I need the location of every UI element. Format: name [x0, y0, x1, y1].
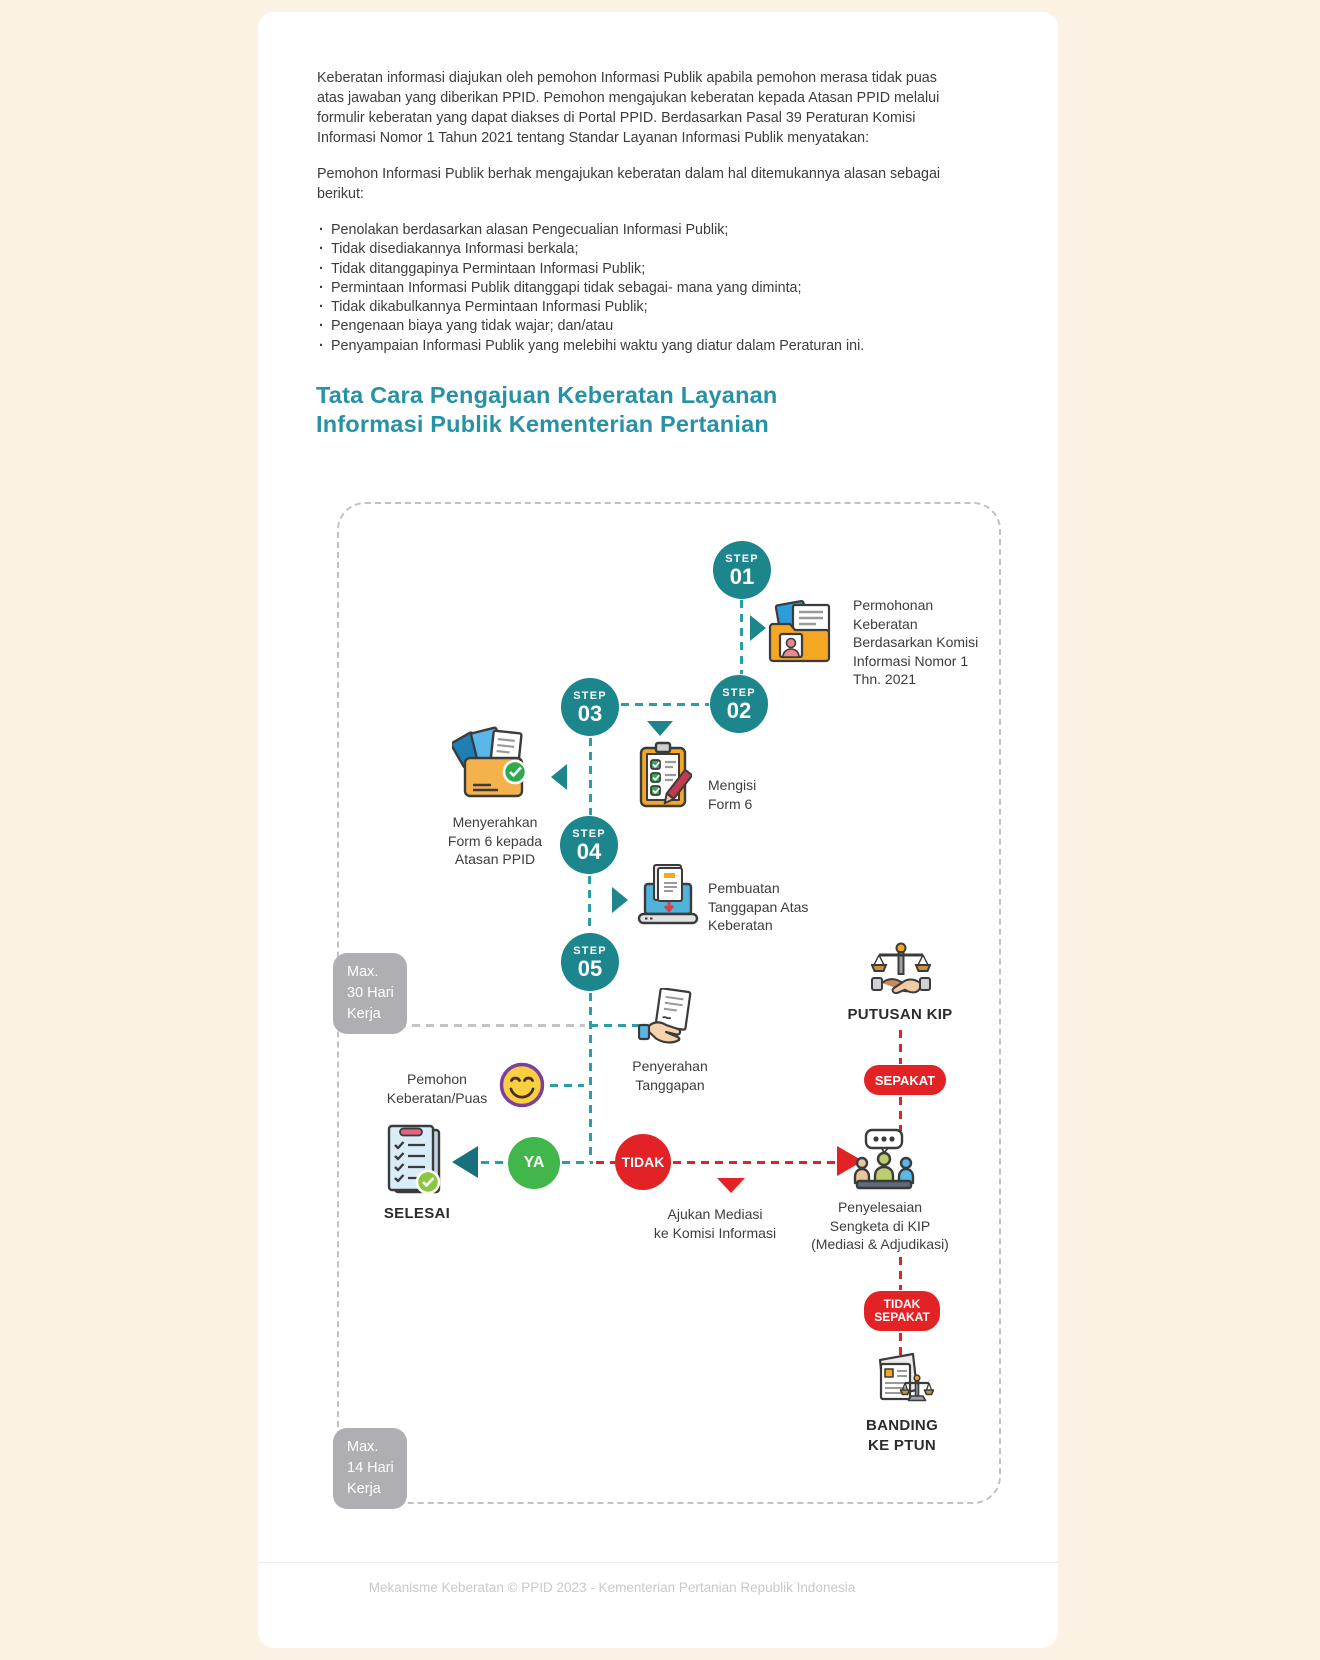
connector-tidak-mediasi: [673, 1161, 835, 1164]
connector-step3-step2: [621, 703, 709, 706]
fill-form-clipboard-icon: [638, 740, 692, 817]
decision-ya: YA: [508, 1137, 560, 1189]
label-mengisi-form6: Mengisi Form 6: [708, 777, 757, 812]
step-number: 01: [729, 563, 755, 589]
mediation-meeting-icon: [852, 1128, 916, 1197]
arrow-right-to-laptop-icon: [612, 887, 628, 913]
step-word: STEP: [725, 552, 759, 565]
decision-tidak: TIDAK: [615, 1134, 671, 1190]
connector-ya-junction: [562, 1161, 593, 1164]
connector-step5-decision: [589, 993, 592, 1162]
label-pembuatan-tanggapan: Pembuatan Tanggapan Atas Keberatan: [708, 880, 809, 933]
label-putusan-kip: PUTUSAN KIP: [847, 1006, 953, 1023]
connector-ya-selesai: [481, 1161, 507, 1164]
label-pemohon-keberatan-puas: Pemohon Keberatan/Puas: [386, 1071, 488, 1106]
bullet-item: · Penolakan berdasarkan alasan Pengecualian Informasi Publik;: [317, 221, 957, 240]
intro-paragraph-2: Pemohon Informasi Publik berhak mengajukan keberatan dalam hal ditemukannya alasan sebagai berikut:: [317, 166, 941, 202]
badge-tidak-sepakat: TIDAK SEPAKAT: [864, 1291, 940, 1331]
arrow-down-ajukan-mediasi: [717, 1178, 745, 1193]
connector-smiley: [550, 1084, 584, 1087]
step-number: 03: [577, 700, 603, 726]
step-03-badge: [561, 678, 619, 736]
done-checklist-icon: [385, 1122, 443, 1205]
reason-bullet-list: [317, 221, 957, 356]
arrow-left-to-folder-icon: [551, 764, 567, 790]
hand-document-icon: [638, 988, 696, 1051]
bullet-item: · Tidak ditanggapinya Permintaan Informasi Publik;: [317, 260, 957, 279]
label-menyerahkan-form6: Menyerahkan Form 6 kepada Atasan PPID: [447, 814, 543, 867]
step-number: 05: [577, 955, 603, 981]
newspaper-scales-icon: [870, 1352, 934, 1417]
step-number: 02: [726, 697, 752, 723]
footer-divider: [258, 1562, 1058, 1563]
badge-max-30-hari: Max. 30 Hari Kerja: [333, 953, 407, 1034]
connector-meeting-tidaksepakat: [899, 1257, 902, 1290]
bullet-item: · Pengenaan biaya yang tidak wajar; dan/atau: [317, 317, 957, 336]
label-banding-ke-ptun: BANDING KE PTUN: [865, 1417, 939, 1454]
arrow-left-to-selesai: [452, 1146, 478, 1178]
arrow-right-to-permohonan-icon: [750, 615, 766, 641]
connector-step4-step5: [588, 876, 591, 932]
footer-text: Mekanisme Keberatan © PPID 2023 - Kementerian Pertanian Republik Indonesia: [368, 1580, 856, 1595]
label-selesai: SELESAI: [383, 1205, 451, 1222]
page-title: Tata Cara Pengajuan Keberatan Layanan Informasi Publik Kementerian Pertanian: [316, 382, 778, 437]
step-02-badge: [710, 675, 768, 733]
connector-junction-tidak: [596, 1161, 615, 1164]
bullet-item: · Tidak disediakannya Informasi berkala;: [317, 240, 957, 259]
laptop-response-icon: [637, 862, 699, 933]
badge-max-14-hari: Max. 14 Hari Kerja: [333, 1428, 407, 1509]
smiley-icon: [498, 1061, 546, 1114]
bullet-item: · Tidak dikabulkannya Permintaan Informasi Publik;: [317, 298, 957, 317]
label-permohonan-keberatan: Permohonan Keberatan Berdasarkan Komisi Informasi Nomor 1 Thn. 2021: [853, 597, 979, 687]
step-number: 04: [576, 838, 602, 864]
arrow-down-to-form-icon: [647, 721, 673, 736]
bullet-item: · Penyampaian Informasi Publik yang melebihi waktu yang diatur dalam Peraturan ini.: [317, 337, 957, 356]
submit-folder-check-icon: [452, 724, 536, 817]
step-word: STEP: [572, 827, 606, 840]
step-word: STEP: [573, 944, 607, 957]
complaint-folder-icon: [766, 598, 836, 671]
step-word: STEP: [722, 686, 756, 699]
step-word: STEP: [573, 689, 607, 702]
label-ajukan-mediasi: Ajukan Mediasi ke Komisi Informasi: [653, 1206, 777, 1241]
connector-step1-step2: [740, 600, 743, 674]
connector-step3-step4: [589, 738, 592, 815]
bullet-item: · Permintaan Informasi Publik ditanggapi tidak sebagai- mana yang diminta;: [317, 279, 957, 298]
step-01-badge: [713, 541, 771, 599]
step-05-badge: [561, 933, 619, 991]
label-penyerahan-tanggapan: Penyerahan Tanggapan: [632, 1058, 708, 1093]
label-penyelesaian-sengketa: Penyelesaian Sengketa di KIP (Mediasi & Adjudikasi): [811, 1199, 949, 1252]
connector-putusan-sepakat: [899, 1030, 902, 1064]
scales-handshake-icon: [871, 942, 931, 1011]
badge-sepakat: SEPAKAT: [864, 1065, 946, 1095]
step-04-badge: [560, 816, 618, 874]
connector-sepakat-meeting: [899, 1097, 902, 1131]
intro-paragraph-1: Keberatan informasi diajukan oleh pemohon Informasi Publik apabila pemohon merasa tidak puas atas jawaban yang diberikan PPID. Pemohon mengajukan keberatan kepada Atasan PPID melalui formulir keberatan yang dapat diakses di Portal PPID. Berdasarkan Pasal 39 Peraturan Komisi Informasi Nomor 1 Tahun 2021 tentang Standar Layanan Informasi Publik menyatakan:: [317, 70, 940, 146]
connector-to-hand-icon: [590, 1024, 642, 1027]
